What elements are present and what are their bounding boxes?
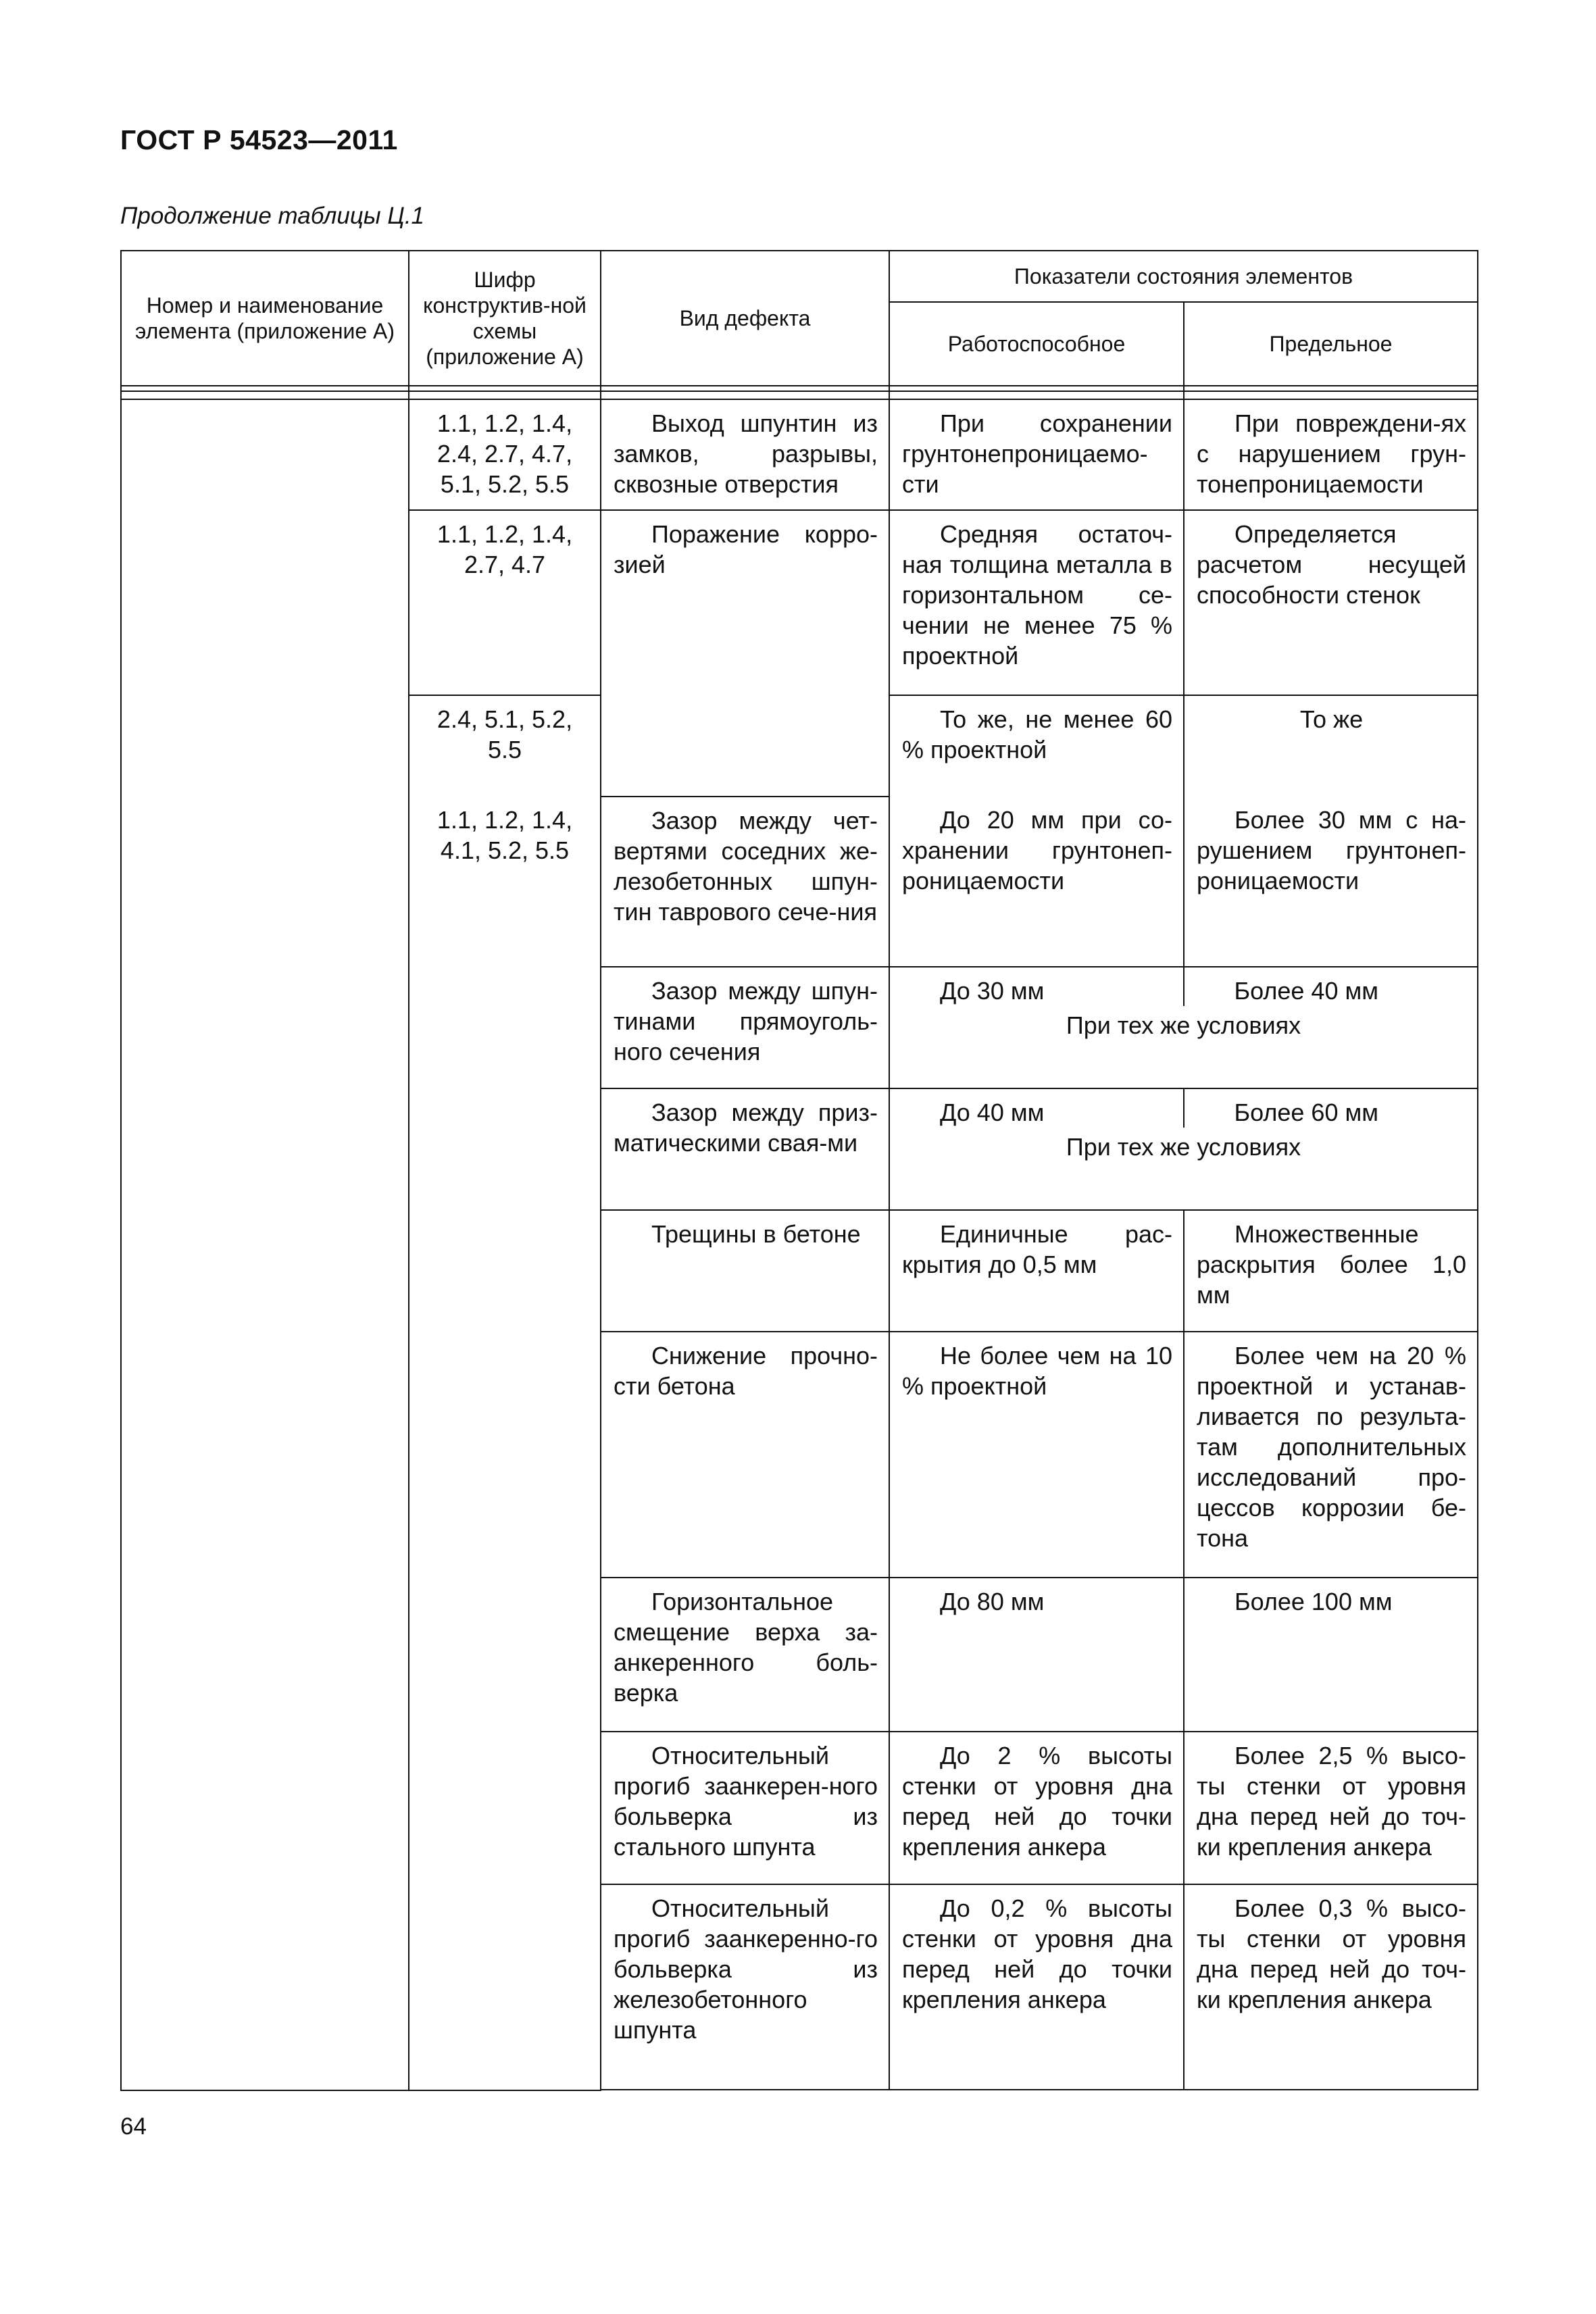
- defect-cell: Относительный прогиб заанкерен-ного больверка из стального шпунта: [601, 1732, 889, 1884]
- limit-state-cell: Более чем на 20 % проектной и устанав-ливается по результа-там дополнительных исследований про-цессов коррозии бе-тона: [1184, 1332, 1478, 1578]
- working-state-cell: До 0,2 % высоты стенки от уровня дна перед ней до точки крепления анкера: [889, 1884, 1184, 2090]
- working-state-cell: При сохранении грунтонепроницаемо-сти: [889, 399, 1184, 510]
- header-element-name: Номер и наименование элемента (приложение А): [121, 251, 409, 386]
- defect-cell: Трещины в бетоне: [601, 1210, 889, 1332]
- limit-state-cell: Множественные раскрытия более 1,0 мм: [1184, 1210, 1478, 1332]
- shared-condition-note: При тех же условиях: [1066, 1011, 1301, 1039]
- limit-state-cell: Более 40 мм: [1183, 967, 1478, 1006]
- table-caption: Продолжение таблицы Ц.1: [120, 203, 425, 229]
- working-state-cell: Средняя остаточ-ная толщина металла в горизонтальном се-чении не менее 75 % проектной: [889, 510, 1184, 695]
- defect-cell: Поражение корро-зией: [601, 510, 889, 797]
- element-cell-empty: [121, 399, 409, 2090]
- working-state-cell: До 40 мм: [940, 1099, 1045, 1126]
- shared-condition-note: При тех же условиях: [1066, 1133, 1301, 1161]
- limit-state-cell: Более 30 мм с на-рушением грунтонеп-роницаемости: [1184, 797, 1478, 967]
- defect-cell: Горизонтальное смещение верха за-анкеренного боль-верка: [601, 1578, 889, 1732]
- header-state-group: Показатели состояния элементов: [889, 251, 1478, 302]
- working-state-cell: До 2 % высоты стенки от уровня дна перед ней до точки крепления анкера: [889, 1732, 1184, 1884]
- table-row: [121, 399, 1478, 510]
- working-state-cell: Единичные рас-крытия до 0,5 мм: [889, 1210, 1184, 1332]
- limit-state-cell: Более 60 мм: [1183, 1089, 1478, 1128]
- page-number: 64: [120, 2113, 147, 2140]
- limit-state-cell: Определяется расчетом несущей способности стенок: [1184, 510, 1478, 695]
- working-state-cell: До 20 мм при со-хранении грунтонеп-роницаемости: [889, 797, 1184, 967]
- scheme-code-cell: 1.1, 1.2, 1.4, 2.4, 2.7, 4.7, 5.1, 5.2, 5.5: [409, 399, 601, 510]
- scheme-code-cell: 1.1, 1.2, 1.4, 2.7, 4.7: [409, 510, 601, 695]
- defect-cell: Зазор между чет-вертями соседних же-лезобетонных шпун-тин таврового сече-ния: [601, 797, 889, 967]
- defect-cell: Относительный прогиб заанкеренно-го больверка из железобетонного шпунта: [601, 1884, 889, 2090]
- defect-cell: Снижение прочно-сти бетона: [601, 1332, 889, 1578]
- limit-state-cell: При повреждени-ях с нарушением грун-тонепроницаемости: [1184, 399, 1478, 510]
- header-scheme-code: Шифр конструктив-ной схемы (приложение А): [409, 251, 601, 386]
- defect-cell: Зазор между шпун-тинами прямоуголь-ного сечения: [601, 967, 889, 1088]
- defect-cell: Выход шпунтин из замков, разрывы, сквозные отверстия: [601, 399, 889, 510]
- header-limit-state: Предельное: [1184, 302, 1478, 386]
- working-state-cell: То же, не менее 60 % проектной: [889, 695, 1184, 797]
- working-state-cell: Не более чем на 10 % проектной: [889, 1332, 1184, 1578]
- limit-state-cell: Более 2,5 % высо-ты стенки от уровня дна перед ней до точ-ки крепления анкера: [1184, 1732, 1478, 1884]
- limit-state-cell: Более 100 мм: [1184, 1578, 1478, 1732]
- header-working-state: Работоспособное: [889, 302, 1184, 386]
- working-state-cell: До 80 мм: [889, 1578, 1184, 1732]
- header-defect-type: Вид дефекта: [601, 251, 889, 386]
- defects-table: [120, 250, 1478, 2091]
- scheme-code-cell: 2.4, 5.1, 5.2, 5.5: [409, 695, 601, 797]
- defect-cell: Зазор между приз-матическими свая-ми: [601, 1088, 889, 1210]
- working-state-cell: До 30 мм: [940, 977, 1045, 1005]
- limit-state-cell: То же: [1184, 695, 1478, 797]
- scheme-code-cell: 1.1, 1.2, 1.4, 4.1, 5.2, 5.5: [409, 797, 601, 2090]
- document-header: ГОСТ Р 54523—2011: [120, 124, 398, 155]
- limit-state-cell: Более 0,3 % высо-ты стенки от уровня дна перед ней до точ-ки крепления анкера: [1184, 1884, 1478, 2090]
